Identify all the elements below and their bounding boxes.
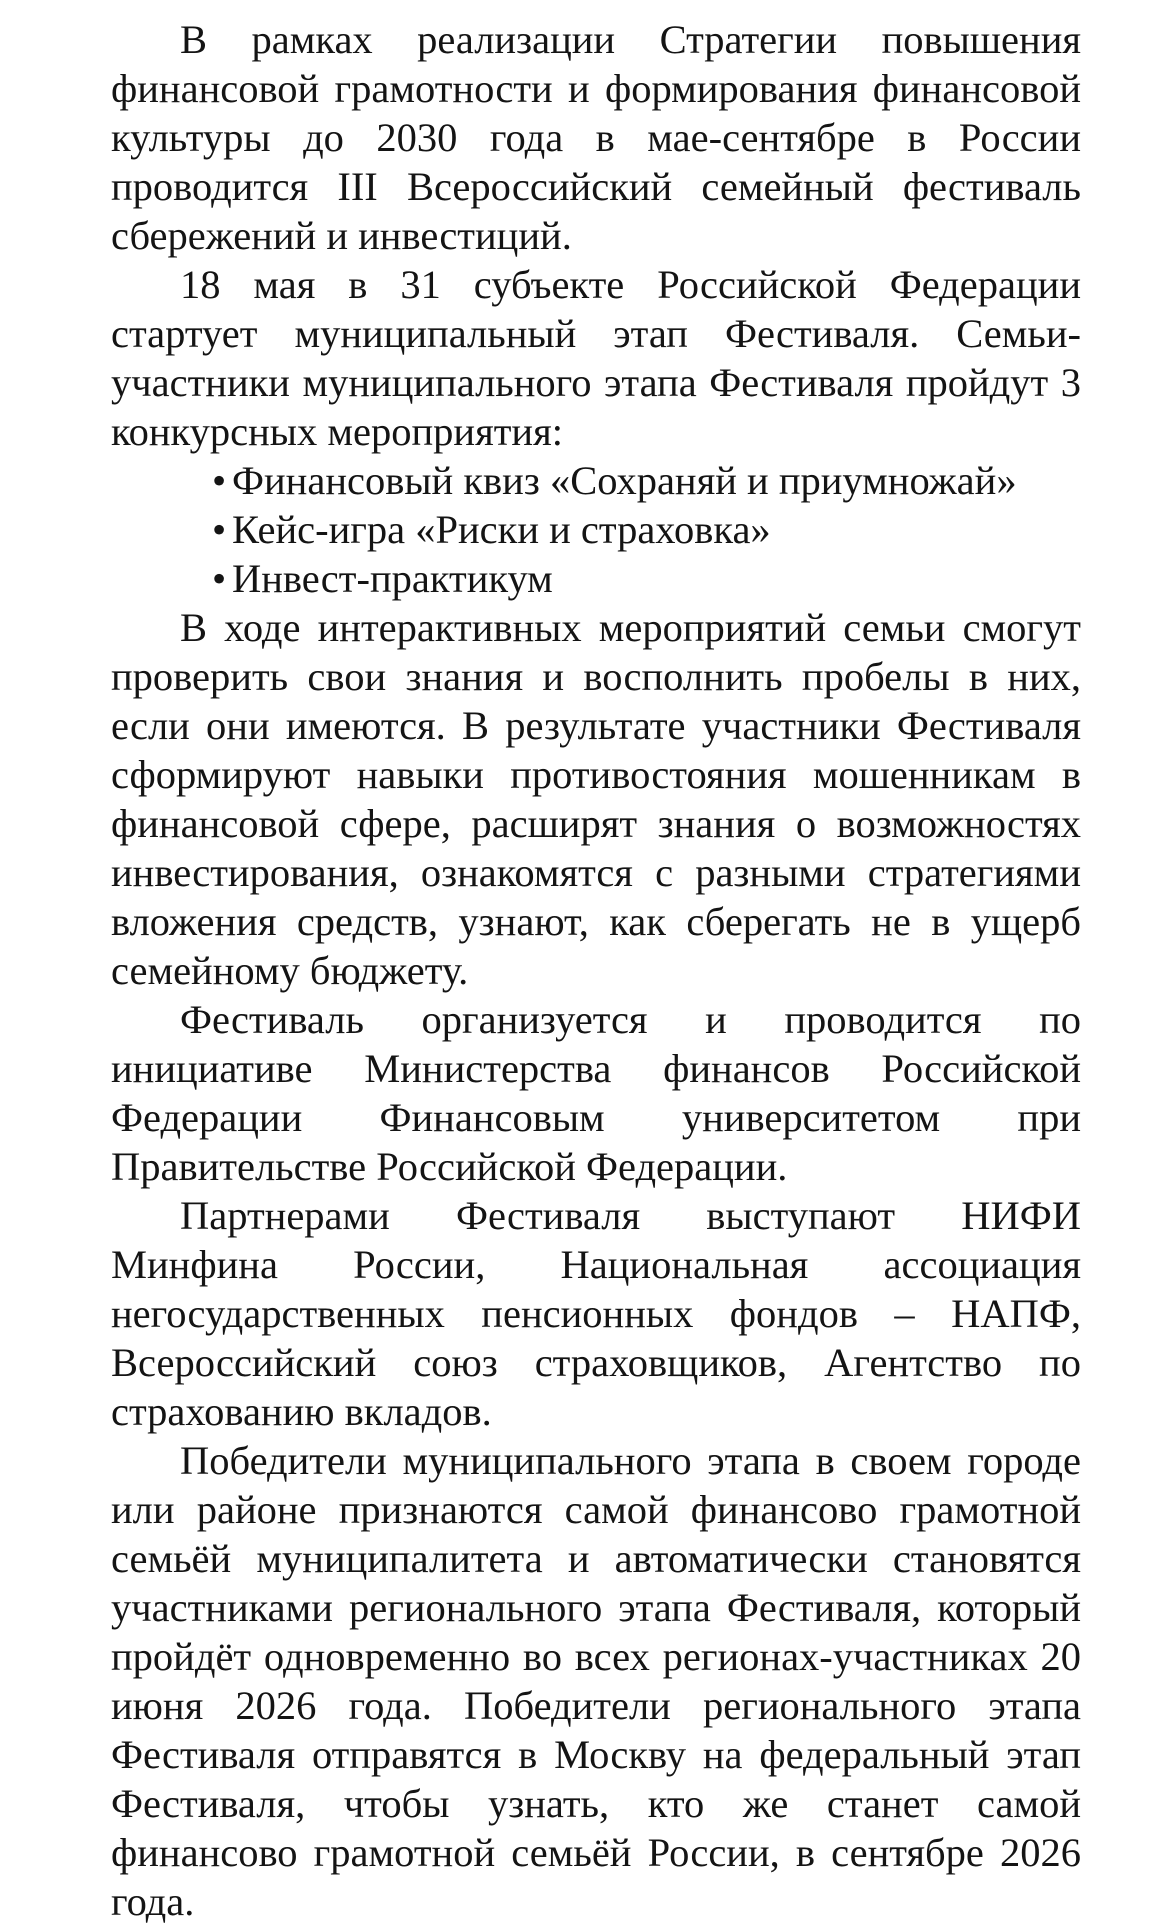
paragraph-municipal-stage: 18 мая в 31 субъекте Российской Федерации стартует муниципальный этап Фестиваля. Семьи-участники муниципального этапа Фестиваля пройдут 3 конкурсных мероприятия: — [111, 262, 1081, 454]
list-item-text: Финансовый квиз «Сохраняй и приумножай» — [232, 458, 1017, 503]
contest-events-list — [111, 456, 1081, 603]
list-item — [212, 505, 1081, 554]
bullet-icon: • — [212, 556, 227, 601]
paragraph-strategy: В рамках реализации Стратегии повышения финансовой грамотности и формирования финансовой культуры до 2030 года в мае-сентябре в России проводится III Всероссийский семейный фестиваль сбережений и инвестиций. — [111, 17, 1081, 258]
list-item — [212, 456, 1081, 505]
paragraph-partners: Партнерами Фестиваля выступают НИФИ Минфина России, Национальная ассоциация негосударственных пенсионных фондов – НАПФ, Всероссийский союз страховщиков, Агентство по страхованию вкладов. — [111, 1193, 1081, 1434]
paragraph-interactive-events: В ходе интерактивных мероприятий семьи смогут проверить свои знания и восполнить пробелы в них, если они имеются. В результате участники Фестиваля сформируют навыки противостояния мошенникам в финансовой сфере, расширят знания о возможностях инвестирования, ознакомятся с разными стратегиями вложения средств, узнают, как сберегать не в ущерб семейному бюджету. — [111, 605, 1081, 993]
bullet-icon: • — [212, 458, 227, 503]
paragraph-winners: Победители муниципального этапа в своем городе или районе признаются самой финансово грамотной семьёй муниципалитета и автоматически становятся участниками регионального этапа Фестиваля, который пройдёт одновременно во всех регионах-участниках 20 июня 2026 года. Победители регионального этапа Фестиваля отправятся в Москву на федеральный этап Фестиваля, чтобы узнать, кто же станет самой финансово грамотной семьёй России, в сентябре 2026 года. — [111, 1438, 1081, 1924]
document-page — [111, 15, 1081, 1926]
bullet-icon: • — [212, 507, 227, 552]
list-item-text: Инвест-практикум — [232, 556, 553, 601]
list-item-text: Кейс-игра «Риски и страховка» — [232, 507, 771, 552]
paragraph-organizers: Фестиваль организуется и проводится по инициативе Министерства финансов Российской Федерации Финансовым университетом при Правительстве Российской Федерации. — [111, 997, 1081, 1189]
list-item — [212, 554, 1081, 603]
